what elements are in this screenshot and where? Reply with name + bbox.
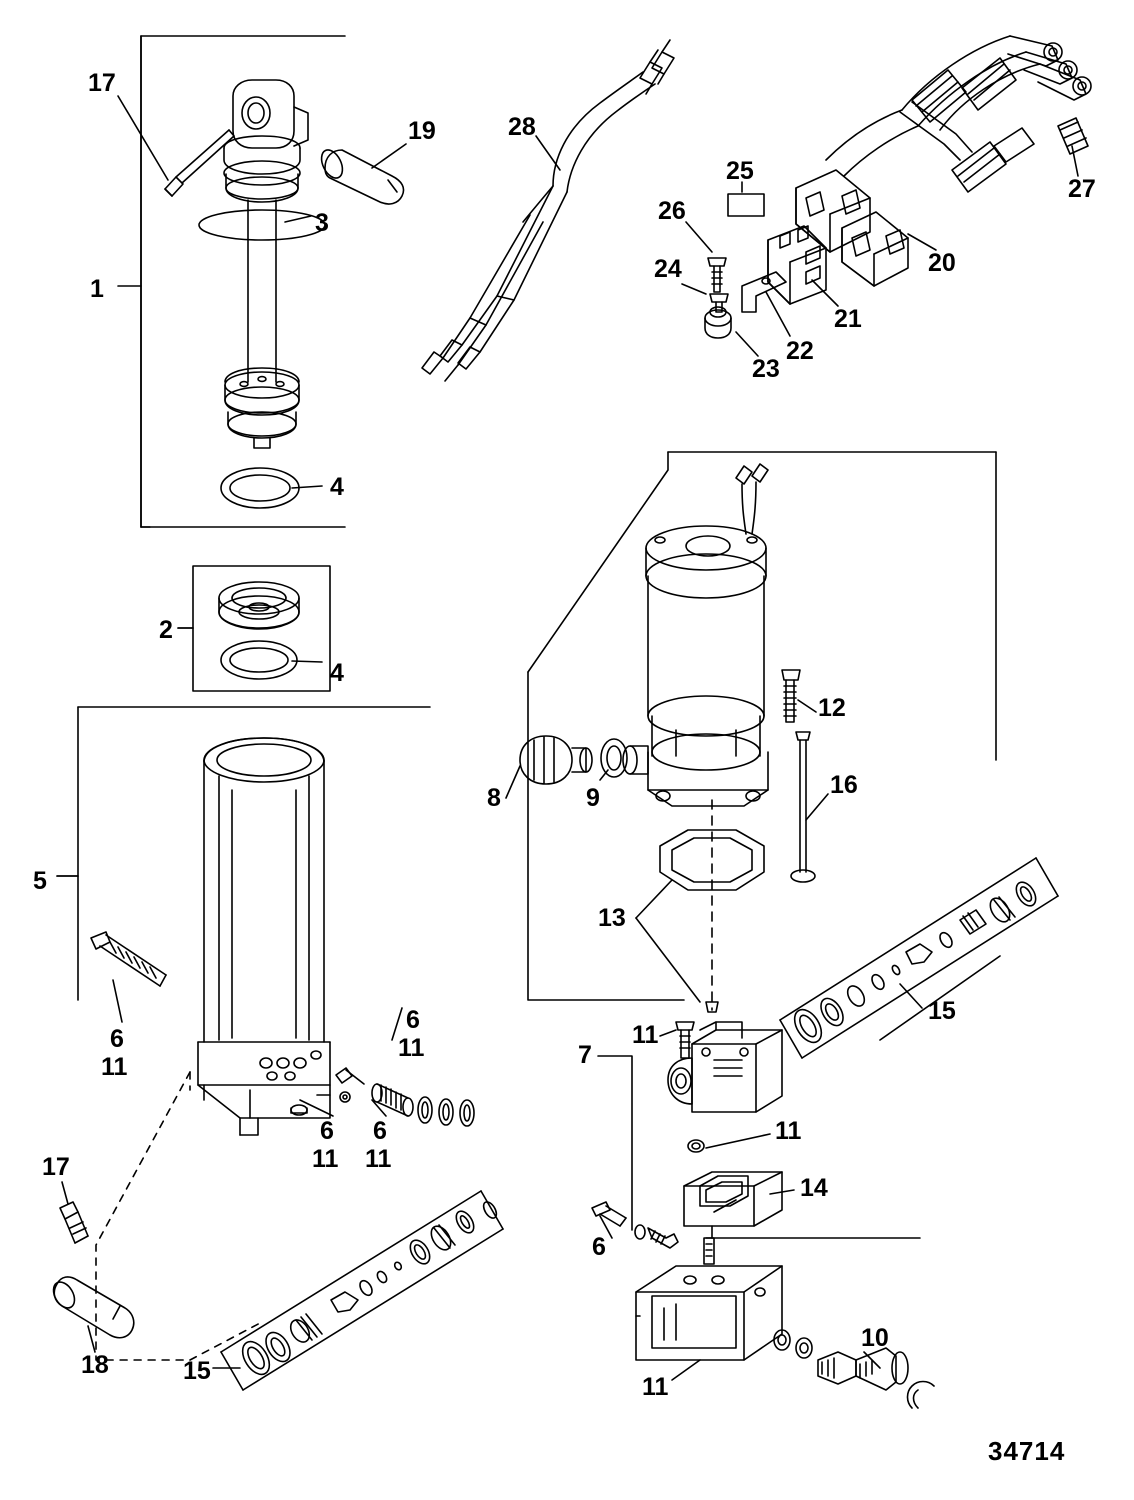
o-ring-item-4-upper (221, 468, 299, 508)
callout-6-c: 6 (320, 1117, 334, 1145)
callout-28: 28 (508, 113, 536, 141)
group-1-bracket (118, 36, 345, 527)
callout-11-d: 11 (365, 1145, 392, 1173)
callout-11-a: 11 (101, 1053, 128, 1081)
callout-15-right: 15 (928, 997, 956, 1025)
callout-7: 7 (578, 1041, 592, 1069)
callout-11-f: 11 (775, 1117, 802, 1145)
callout-21: 21 (834, 305, 862, 333)
o-ring-item-4-lower (221, 641, 297, 679)
callout-4-upper: 4 (330, 473, 344, 501)
wire-harness-item-28 (422, 40, 674, 381)
callout-15-left: 15 (183, 1357, 211, 1385)
drawing-number: 34714 (988, 1436, 1066, 1466)
pin-item-18 (49, 1277, 134, 1338)
seal-kit-row-lower-left (221, 1191, 503, 1390)
callout-23: 23 (752, 355, 780, 383)
callout-22: 22 (786, 337, 814, 365)
callout-6-d: 6 (373, 1117, 387, 1145)
callout-6-a: 6 (110, 1025, 124, 1053)
callout-6-e: 6 (592, 1233, 606, 1261)
callout-26: 26 (658, 197, 686, 225)
callout-17-bottom: 17 (42, 1153, 70, 1181)
callout-20: 20 (928, 249, 956, 277)
callout-5: 5 (33, 867, 47, 895)
tilt-cylinder-assembly (199, 80, 325, 448)
callout-4-lower: 4 (330, 659, 344, 687)
callout-2: 2 (159, 616, 173, 644)
callout-11-g: 11 (642, 1373, 669, 1401)
group-5-bracket (57, 707, 430, 1000)
callout-13: 13 (598, 904, 626, 932)
screw-item-6-left (91, 932, 166, 986)
callout-18: 18 (81, 1351, 109, 1379)
callout-1: 1 (90, 275, 104, 303)
callout-9: 9 (586, 784, 600, 812)
callout-27: 27 (1068, 175, 1096, 203)
callout-19: 19 (408, 117, 436, 145)
seal-kit-row-right (780, 858, 1058, 1058)
callout-14: 14 (800, 1174, 828, 1202)
solenoid-harness-assembly (705, 36, 1091, 338)
bolt-item-17-top (165, 130, 234, 196)
callout-24: 24 (654, 255, 682, 283)
callout-12: 12 (818, 694, 846, 722)
callout-11-b: 11 (398, 1034, 425, 1062)
callout-11-c: 11 (312, 1145, 339, 1173)
leader-lines (57, 96, 1078, 1380)
piston-head-item-2 (219, 582, 299, 629)
callout-25: 25 (726, 157, 754, 185)
callout-11-e: 11 (632, 1021, 659, 1049)
callout-16: 16 (830, 771, 858, 799)
callout-10: 10 (861, 1324, 889, 1352)
bolt-item-17-bottom (60, 1202, 88, 1243)
electric-motor-assembly (520, 464, 815, 1012)
callout-3: 3 (315, 209, 329, 237)
trim-cylinder-body (198, 738, 330, 1135)
callout-8: 8 (487, 784, 501, 812)
callout-17-top: 17 (88, 69, 116, 97)
callout-6-b: 6 (406, 1006, 420, 1034)
